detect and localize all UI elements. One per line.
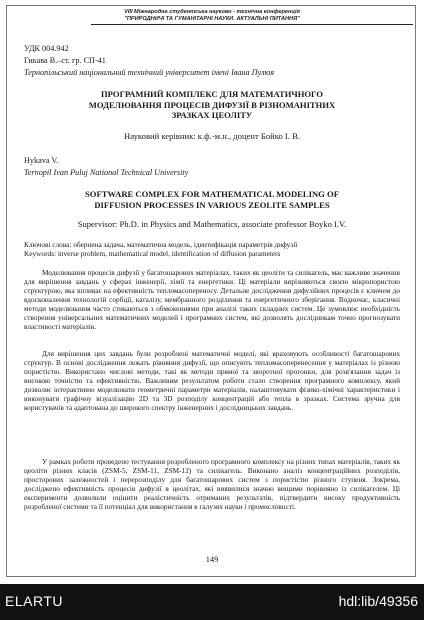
repository-name: ELARTU — [5, 593, 63, 609]
keywords-en: Keywords: inverse problem, mathematical model, identification of diffusion parameters — [24, 249, 281, 258]
title-en — [24, 189, 400, 210]
title-ua — [24, 89, 400, 121]
conference-header — [7, 9, 417, 22]
university-ua: Тернопільський національний технічний університет імені Івана Пулюя — [24, 68, 275, 77]
paragraph: У рамках роботи проведено тестування розробленого програмного комплексу на різних типах матеріалів, таких як цеоліти різних класів (ZSM-5, ZSM-11, ZSM-12) та силікагель. Виконано аналіз концентраційних розподілів, просторових залежностей і перерозподілу для багатошарових систем з пористістю різного ступеня. Зокрема, досліджено ефективність процесів дифузії в цеолітах, які виявилися значно вищими порівняно із силікагелем. Ці експерименти дозволили оцінити реалістичність отриманих результатів, підтвердити високу продуктивність розробленої системи та її потенціал для використання в галузях науки і промисловості. — [24, 457, 400, 511]
keywords-ua: Ключові слова: обернена задача, математична модель, ідентифікація параметрів дифузії — [24, 240, 298, 249]
supervisor-ua: Науковий керівник: к.ф.-м.н., доцент Бойко І. В. — [124, 131, 300, 141]
title-ua-line: ПРОГРАМНИЙ КОМПЛЕКС ДЛЯ МАТЕМАТИЧНОГО — [101, 89, 323, 99]
repository-footer — [0, 584, 424, 620]
document-page — [6, 5, 416, 577]
author-ua: Гикава В.–ст. гр. СП-41 — [24, 56, 106, 65]
title-en-line: DIFFUSION PROCESSES IN VARIOUS ZEOLITE SAMPLES — [94, 199, 330, 210]
title-ua-line: МОДЕЛЮВАННЯ ПРОЦЕСІВ ДИФУЗІЇ В РІЗНОМАНІТНИХ — [88, 99, 336, 110]
title-en-line: SOFTWARE COMPLEX FOR MATHEMATICAL MODELING OF — [85, 189, 339, 199]
university-en: Ternopil Ivan Puluj National Technical University — [24, 168, 189, 177]
supervisor-en: Supervisor: Ph.D. in Physics and Mathematics, associate professor Boyko I.V. — [77, 219, 347, 229]
conference-name: VIII Міжнародна студентська науково - технічна конференція — [124, 9, 300, 15]
paragraph: Моделювання процесів дифузії у багатошарових матеріалах, таких як цеоліти та силікагель, має важливе значення для вирішення завдань у сферах інженерії, хімії та енергетики. Ці матеріали вирізняються своєю мікропористою структурою, яка впливає на ефективність тепломасопереносу. Детальне дослідження дифузійних процесів є ключем до вдосконалення технологій сорбції, каталізу, мембранного розділення та енергетичного зберігання. Водночас, класичні методи моделювання часто стикаються з обмеженнями при аналізі таких складних систем. Це зумовлює необхідність створення універсальних математичних моделей і програмних систем, які дозволять дослідникам точно прогнозувати властивості матеріалів. — [24, 268, 400, 331]
page-number: 149 — [205, 555, 219, 564]
udc-code: УДК 004.942 — [24, 44, 69, 53]
header-rule — [91, 24, 413, 25]
paragraph: Для вирішення цих завдань були розроблені математичні моделі, які враховують особливості багатошарових структур. В основі дослідження лежать рівняння дифузії, що описують тепломасоперенесення у матеріалах із різною пористістю. Використано числові методи, такі як методи прямої та зворотної прогонки, для розв'язання задач із високою точністю та ефективністю. Важливим результатом роботи стало створення програмного комплексу, який дозволяє інтерактивно моделювати геометричні параметри матеріалів, налаштовувати фізико-хімічні характеристики і виконувати графічну візуалізацію 2D та 3D розподілу концентрацій або тепла в зразках. Система зручна для користувачів та адаптована до широкого спектру інженерних і дослідницьких завдань. — [24, 349, 400, 412]
author-en: Hykava V. — [24, 156, 59, 165]
title-ua-line: ЗРАЗКАХ ЦЕОЛІТУ — [171, 110, 253, 120]
handle-link[interactable]: hdl:lib/49356 — [338, 593, 418, 609]
conference-theme: "ПРИРОДНИЧІ ТА ГУМАНІТАРНІ НАУКИ. АКТУАЛЬНІ ПИТАННЯ" — [124, 15, 300, 22]
